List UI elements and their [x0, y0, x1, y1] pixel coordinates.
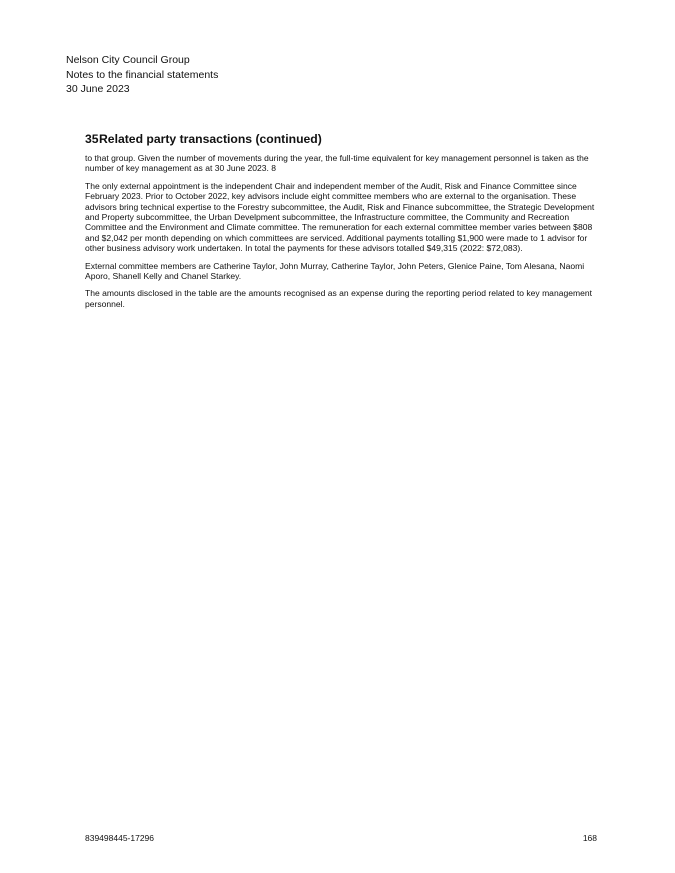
document-id: 839498445-17296	[85, 833, 155, 843]
page-footer	[85, 833, 597, 843]
main-content	[85, 131, 600, 316]
page-header	[66, 53, 218, 97]
paragraph-amounts-disclosed: The amounts disclosed in the table are the amounts recognised as an expense during the reporting period related to key management personnel.	[85, 288, 592, 309]
page-number: 168	[582, 833, 597, 843]
document-title: Notes to the financial statements	[66, 68, 219, 81]
report-date: 30 June 2023	[66, 83, 130, 95]
organization-name: Nelson City Council Group	[66, 54, 190, 66]
paragraph-fte: to that group. Given the number of movements during the year, the full-time equivalent for key management personnel is taken as the number of key management as at 30 June 2023. 8	[85, 153, 589, 174]
section-heading	[85, 131, 600, 147]
paragraph-committee-members: External committee members are Catherine Taylor, John Murray, Catherine Taylor, John Peters, Glenice Paine, Tom Alesana, Naomi Aporo, Shanell Kelly and Chanel Starkey.	[85, 260, 585, 282]
paragraph-external-appointment: The only external appointment is the independent Chair and independent member of the Audit, Risk and Finance Committee since February 2023. Prior to October 2022, key advisors include eight committee members who are external to the organisation. These advisors bring technical expertise to the Forestry subcommittee, the Audit, Risk and Finance subcommittee, the Strategic Development and Property subcommittee, the Urban Develpment subcommittee, the Infrastructure committee, the Community and Recreation Committee and the Environment and Climate committee. The remuneration for each external committee member varies between $808 and $2,042 per month depending on which committees are serviced. Additional payments totalling $1,900 were made to 1 advisor for other business advisory work undertaken. In total the payments for these advisors totalled $49,315 (2022: $72,083).	[85, 180, 595, 254]
section-title: Related party transactions (continued)	[99, 132, 322, 146]
section-number: 35	[85, 132, 99, 146]
